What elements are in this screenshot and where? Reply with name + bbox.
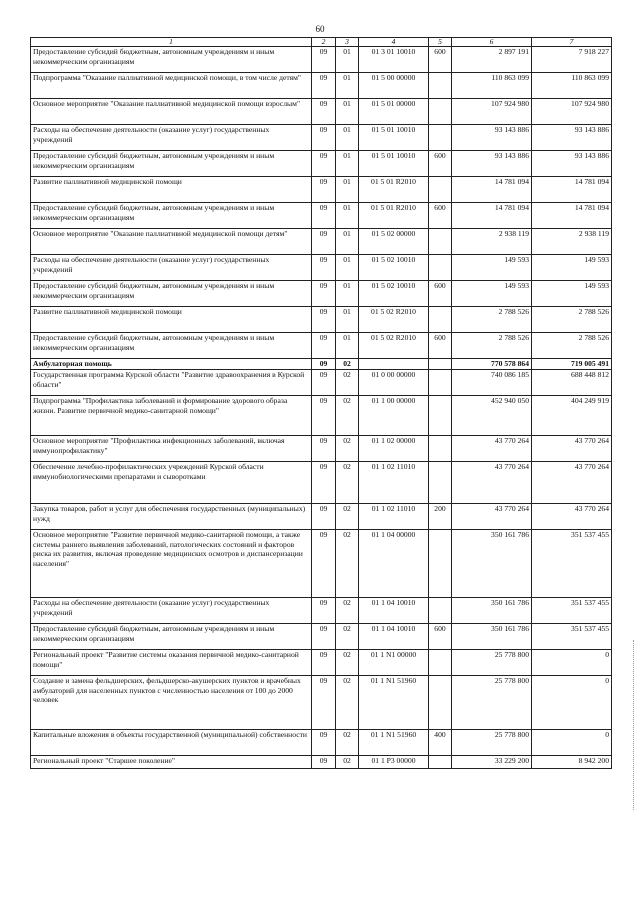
target-article-cell: 01 5 02 10010: [359, 281, 429, 307]
expense-type-cell: 600: [429, 624, 452, 650]
column-number: 5: [429, 38, 452, 47]
amount-year1-cell: 25 778 800: [452, 676, 532, 730]
subsection-code-cell: 02: [336, 436, 359, 462]
column-number: 3: [336, 38, 359, 47]
expense-type-cell: [429, 307, 452, 333]
expense-type-cell: [429, 125, 452, 151]
target-article-cell: 01 1 02 11010: [359, 504, 429, 530]
table-row: [31, 281, 612, 307]
table-row: [31, 598, 612, 624]
table-row: [31, 177, 612, 203]
subsection-code-cell: 01: [336, 73, 359, 99]
amount-year1-cell: 350 161 786: [452, 624, 532, 650]
table-row: [31, 307, 612, 333]
amount-year2-cell: 719 005 491: [532, 359, 612, 370]
target-article-cell: 01 5 01 R2010: [359, 177, 429, 203]
amount-year1-cell: 25 778 800: [452, 650, 532, 676]
section-code-cell: 09: [312, 47, 336, 73]
expense-name-cell: Развитие паллиативной медицинской помощи: [31, 307, 312, 333]
expense-name-cell: Закупка товаров, работ и услуг для обеспечения государственных (муниципальных) нужд: [31, 504, 312, 530]
target-article-cell: 01 5 02 R2010: [359, 333, 429, 359]
amount-year2-cell: 43 770 264: [532, 504, 612, 530]
expense-type-cell: 600: [429, 47, 452, 73]
amount-year1-cell: 33 229 200: [452, 756, 532, 769]
target-article-cell: 01 5 02 R2010: [359, 307, 429, 333]
expense-type-cell: [429, 370, 452, 396]
subsection-code-cell: 01: [336, 99, 359, 125]
target-article-cell: 01 0 00 00000: [359, 370, 429, 396]
table-row: [31, 370, 612, 396]
expense-type-cell: 200: [429, 504, 452, 530]
amount-year1-cell: 350 161 786: [452, 530, 532, 598]
section-code-cell: 09: [312, 125, 336, 151]
column-number-header-row: [31, 38, 612, 47]
table-row: [31, 504, 612, 530]
expense-name-cell: Предоставление субсидий бюджетным, автономным учреждениям и иным некоммерческим организациям: [31, 151, 312, 177]
expense-name-cell: Обеспечение лечебно-профилактических учреждений Курской области иммунобиологическими препаратами и сыворотками: [31, 462, 312, 504]
amount-year1-cell: 2 897 191: [452, 47, 532, 73]
amount-year2-cell: 351 537 455: [532, 624, 612, 650]
table-row: [31, 756, 612, 769]
target-article-cell: 01 1 00 00000: [359, 396, 429, 436]
expense-name-cell: Создание и замена фельдшерских, фельдшерско-акушерских пунктов и врачебных амбулаторий для населенных пунктов с численностью населения от 100 до 2000 человек: [31, 676, 312, 730]
amount-year1-cell: 43 770 264: [452, 436, 532, 462]
section-code-cell: 09: [312, 436, 336, 462]
target-article-cell: 01 1 04 10010: [359, 598, 429, 624]
target-article-cell: 01 1 02 00000: [359, 436, 429, 462]
section-code-cell: 09: [312, 624, 336, 650]
amount-year1-cell: 149 593: [452, 255, 532, 281]
subsection-code-cell: 02: [336, 624, 359, 650]
table-row: [31, 624, 612, 650]
subsection-code-cell: 01: [336, 47, 359, 73]
amount-year2-cell: 110 863 099: [532, 73, 612, 99]
subsection-code-cell: 02: [336, 370, 359, 396]
expense-type-cell: [429, 650, 452, 676]
section-code-cell: 09: [312, 203, 336, 229]
section-code-cell: 09: [312, 504, 336, 530]
section-code-cell: 09: [312, 307, 336, 333]
amount-year1-cell: 770 578 864: [452, 359, 532, 370]
section-code-cell: 09: [312, 730, 336, 756]
amount-year2-cell: 43 770 264: [532, 436, 612, 462]
section-code-cell: 09: [312, 255, 336, 281]
expense-type-cell: [429, 462, 452, 504]
expense-name-cell: Предоставление субсидий бюджетным, автономным учреждениям и иным некоммерческим организациям: [31, 47, 312, 73]
expense-name-cell: Предоставление субсидий бюджетным, автономным учреждениям и иным некоммерческим организациям: [31, 203, 312, 229]
table-row: [31, 47, 612, 73]
subsection-code-cell: 02: [336, 396, 359, 436]
column-number: 1: [31, 38, 312, 47]
section-code-cell: 09: [312, 650, 336, 676]
expense-name-cell: Развитие паллиативной медицинской помощи: [31, 177, 312, 203]
table-row: [31, 396, 612, 436]
target-article-cell: 01 3 01 10010: [359, 47, 429, 73]
amount-year1-cell: 740 086 185: [452, 370, 532, 396]
amount-year2-cell: 107 924 980: [532, 99, 612, 125]
amount-year2-cell: 43 770 264: [532, 462, 612, 504]
amount-year1-cell: 93 143 886: [452, 151, 532, 177]
section-code-cell: 09: [312, 73, 336, 99]
expense-type-cell: [429, 359, 452, 370]
subsection-code-cell: 02: [336, 462, 359, 504]
table-row: [31, 229, 612, 255]
column-number: 7: [532, 38, 612, 47]
subsection-code-cell: 02: [336, 530, 359, 598]
amount-year1-cell: 14 781 094: [452, 177, 532, 203]
table-row: [31, 676, 612, 730]
expense-name-cell: Государственная программа Курской области "Развитие здравоохранения в Курской области": [31, 370, 312, 396]
expense-name-cell: Расходы на обеспечение деятельности (оказание услуг) государственных учреждений: [31, 255, 312, 281]
table-row: [31, 650, 612, 676]
table-row: [31, 436, 612, 462]
section-code-cell: 09: [312, 359, 336, 370]
column-number: 4: [359, 38, 429, 47]
amount-year2-cell: 149 593: [532, 281, 612, 307]
target-article-cell: 01 1 P3 00000: [359, 756, 429, 769]
amount-year2-cell: 0: [532, 650, 612, 676]
expense-name-cell: Амбулаторная помощь: [31, 359, 312, 370]
amount-year1-cell: 25 778 800: [452, 730, 532, 756]
amount-year2-cell: 149 593: [532, 255, 612, 281]
expense-type-cell: [429, 756, 452, 769]
table-row: [31, 255, 612, 281]
target-article-cell: 01 1 N1 51960: [359, 676, 429, 730]
amount-year1-cell: 14 781 094: [452, 203, 532, 229]
subsection-code-cell: 01: [336, 151, 359, 177]
table-row: [31, 151, 612, 177]
table-row: [31, 73, 612, 99]
expense-type-cell: [429, 396, 452, 436]
subsection-code-cell: 01: [336, 125, 359, 151]
subsection-code-cell: 01: [336, 255, 359, 281]
amount-year1-cell: 2 788 526: [452, 333, 532, 359]
expense-type-cell: [429, 530, 452, 598]
amount-year2-cell: 2 788 526: [532, 307, 612, 333]
budget-table: [30, 37, 612, 769]
amount-year2-cell: 8 942 200: [532, 756, 612, 769]
target-article-cell: 01 5 01 10010: [359, 125, 429, 151]
amount-year2-cell: 2 788 526: [532, 333, 612, 359]
amount-year1-cell: 452 940 050: [452, 396, 532, 436]
table-row: [31, 333, 612, 359]
subsection-code-cell: 01: [336, 203, 359, 229]
target-article-cell: 01 1 N1 51960: [359, 730, 429, 756]
amount-year2-cell: 14 781 094: [532, 177, 612, 203]
expense-type-cell: [429, 73, 452, 99]
subsection-code-cell: 01: [336, 177, 359, 203]
expense-type-cell: [429, 177, 452, 203]
table-row: [31, 203, 612, 229]
table-row: [31, 730, 612, 756]
expense-type-cell: [429, 255, 452, 281]
table-row: [31, 125, 612, 151]
expense-name-cell: Подпрограмма "Оказание паллиативной медицинской помощи, в том числе детям": [31, 73, 312, 99]
amount-year2-cell: 404 249 919: [532, 396, 612, 436]
subsection-code-cell: 02: [336, 756, 359, 769]
expense-name-cell: Основное мероприятие "Профилактика инфекционных заболеваний, включая иммунопрофилактику": [31, 436, 312, 462]
column-number: 2: [312, 38, 336, 47]
section-code-cell: 09: [312, 396, 336, 436]
amount-year2-cell: 7 918 227: [532, 47, 612, 73]
target-article-cell: 01 5 02 00000: [359, 229, 429, 255]
amount-year2-cell: 0: [532, 730, 612, 756]
subsection-code-cell: 01: [336, 281, 359, 307]
section-code-cell: 09: [312, 333, 336, 359]
amount-year1-cell: 2 788 526: [452, 307, 532, 333]
expense-name-cell: Региональный проект "Развитие системы оказания первичной медико-санитарной помощи": [31, 650, 312, 676]
expense-type-cell: 400: [429, 730, 452, 756]
target-article-cell: 01 5 01 R2010: [359, 203, 429, 229]
expense-type-cell: [429, 436, 452, 462]
expense-type-cell: [429, 229, 452, 255]
target-article-cell: 01 5 01 00000: [359, 99, 429, 125]
table-row: [31, 530, 612, 598]
subsection-code-cell: 01: [336, 307, 359, 333]
expense-name-cell: Расходы на обеспечение деятельности (оказание услуг) государственных учреждений: [31, 125, 312, 151]
table-row: [31, 462, 612, 504]
section-code-cell: 09: [312, 756, 336, 769]
amount-year2-cell: 93 143 886: [532, 125, 612, 151]
subsection-code-cell: 01: [336, 229, 359, 255]
subsection-code-cell: 01: [336, 333, 359, 359]
expense-type-cell: [429, 676, 452, 730]
section-code-cell: 09: [312, 229, 336, 255]
subsection-code-cell: 02: [336, 359, 359, 370]
expense-type-cell: 600: [429, 151, 452, 177]
amount-year2-cell: 688 448 812: [532, 370, 612, 396]
target-article-cell: 01 1 04 10010: [359, 624, 429, 650]
expense-name-cell: Капитальные вложения в объекты государственной (муниципальной) собственности: [31, 730, 312, 756]
expense-name-cell: Подпрограмма "Профилактика заболеваний и формирование здорового образа жизни. Развитие первичной медико-санитарной помощи": [31, 396, 312, 436]
expense-type-cell: 600: [429, 333, 452, 359]
section-code-cell: 09: [312, 462, 336, 504]
expense-type-cell: 600: [429, 281, 452, 307]
amount-year2-cell: 14 781 094: [532, 203, 612, 229]
target-article-cell: 01 5 01 10010: [359, 151, 429, 177]
expense-name-cell: Предоставление субсидий бюджетным, автономным учреждениям и иным некоммерческим организациям: [31, 624, 312, 650]
column-number: 6: [452, 38, 532, 47]
amount-year2-cell: 351 537 455: [532, 530, 612, 598]
expense-name-cell: Предоставление субсидий бюджетным, автономным учреждениям и иным некоммерческим организациям: [31, 333, 312, 359]
target-article-cell: 01 1 02 11010: [359, 462, 429, 504]
expense-type-cell: [429, 99, 452, 125]
subsection-code-cell: 02: [336, 676, 359, 730]
amount-year2-cell: 2 938 119: [532, 229, 612, 255]
table-row: [31, 99, 612, 125]
section-code-cell: 09: [312, 99, 336, 125]
section-code-cell: 09: [312, 177, 336, 203]
amount-year1-cell: 149 593: [452, 281, 532, 307]
scan-edge-mark: [633, 640, 636, 810]
target-article-cell: 01 1 N1 00000: [359, 650, 429, 676]
amount-year1-cell: 43 770 264: [452, 504, 532, 530]
target-article-cell: [359, 359, 429, 370]
subsection-code-cell: 02: [336, 598, 359, 624]
target-article-cell: 01 5 00 00000: [359, 73, 429, 99]
subsection-code-cell: 02: [336, 504, 359, 530]
expense-name-cell: Основное мероприятие "Оказание паллиативной медицинской помощи взрослым": [31, 99, 312, 125]
table-row: [31, 359, 612, 370]
expense-name-cell: Расходы на обеспечение деятельности (оказание услуг) государственных учреждений: [31, 598, 312, 624]
target-article-cell: 01 1 04 00000: [359, 530, 429, 598]
subsection-code-cell: 02: [336, 650, 359, 676]
expense-type-cell: 600: [429, 203, 452, 229]
section-code-cell: 09: [312, 151, 336, 177]
amount-year1-cell: 107 924 980: [452, 99, 532, 125]
section-code-cell: 09: [312, 370, 336, 396]
expense-type-cell: [429, 598, 452, 624]
amount-year1-cell: 2 938 119: [452, 229, 532, 255]
amount-year1-cell: 43 770 264: [452, 462, 532, 504]
amount-year2-cell: 93 143 886: [532, 151, 612, 177]
expense-name-cell: Основное мероприятие "Развитие первичной медико-санитарной помощи, а также системы раннего выявления заболеваний, патологических состояний и факторов риска их развития, включая проведение медицинских осмотров и диспансеризации населения": [31, 530, 312, 598]
section-code-cell: 09: [312, 281, 336, 307]
expense-name-cell: Региональный проект "Старшее поколение": [31, 756, 312, 769]
page-number: 60: [315, 24, 325, 34]
amount-year1-cell: 93 143 886: [452, 125, 532, 151]
amount-year2-cell: 0: [532, 676, 612, 730]
section-code-cell: 09: [312, 530, 336, 598]
target-article-cell: 01 5 02 10010: [359, 255, 429, 281]
amount-year2-cell: 351 537 455: [532, 598, 612, 624]
section-code-cell: 09: [312, 676, 336, 730]
subsection-code-cell: 02: [336, 730, 359, 756]
expense-name-cell: Основное мероприятие "Оказание паллиативной медицинской помощи детям": [31, 229, 312, 255]
amount-year1-cell: 350 161 786: [452, 598, 532, 624]
section-code-cell: 09: [312, 598, 336, 624]
expense-name-cell: Предоставление субсидий бюджетным, автономным учреждениям и иным некоммерческим организациям: [31, 281, 312, 307]
amount-year1-cell: 110 863 099: [452, 73, 532, 99]
